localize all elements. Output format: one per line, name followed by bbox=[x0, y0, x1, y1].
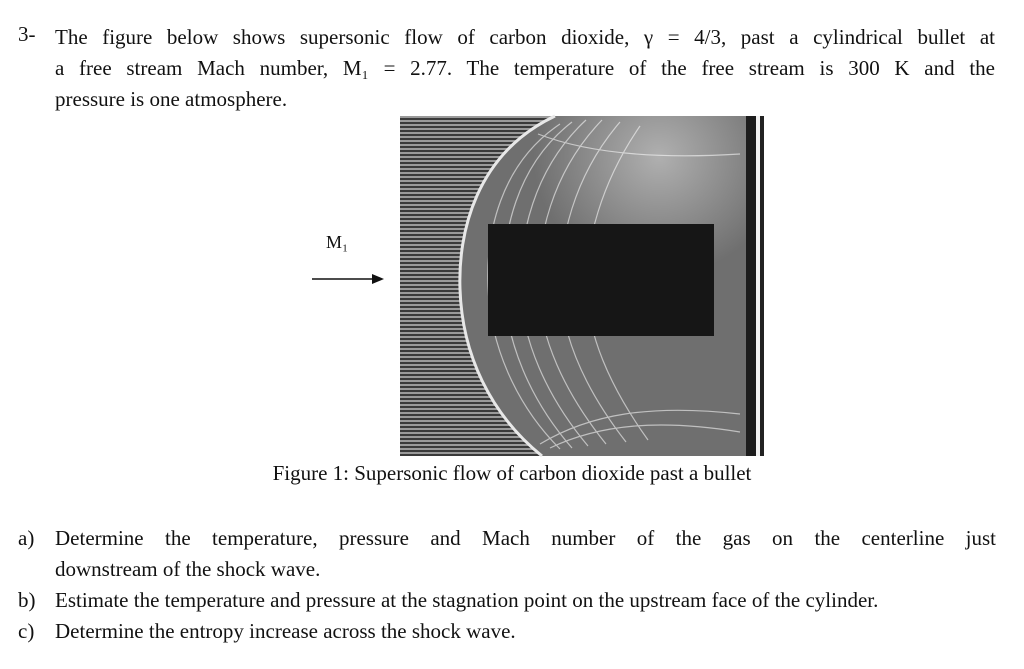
window-frame bbox=[746, 116, 756, 456]
question-letter: a) bbox=[18, 526, 35, 550]
question-c-line-1: Determine the entropy increase across the shock wave. bbox=[55, 619, 516, 643]
problem-number: 3- bbox=[18, 22, 36, 46]
question-a-line-1: Determine the temperature, pressure and Mach number of the gas on the centerline just bbox=[55, 526, 996, 550]
problem-line-3: pressure is one atmosphere. bbox=[55, 87, 288, 111]
shock-wave-figure bbox=[310, 114, 770, 459]
question-b bbox=[18, 585, 996, 616]
bullet-body bbox=[488, 224, 714, 336]
question-c bbox=[18, 616, 996, 647]
problem-line-2: a free stream Mach number, M₁ = 2.77. The temperature of the free stream is 300 K and the bbox=[55, 56, 995, 80]
figure-caption: Figure 1: Supersonic flow of carbon dioxide past a bullet bbox=[272, 461, 752, 485]
question-a bbox=[18, 523, 996, 585]
question-b-line-1: Estimate the temperature and pressure at the stagnation point on the upstream face of the cylinder. bbox=[55, 588, 879, 612]
frame-edge-dark bbox=[760, 116, 764, 456]
problem-statement bbox=[55, 22, 995, 115]
question-letter: b) bbox=[18, 588, 36, 612]
problem-line-1: The figure below shows supersonic flow of carbon dioxide, γ = 4/3, past a cylindrical bullet at bbox=[55, 25, 995, 49]
flow-arrow-head bbox=[372, 274, 384, 284]
frame-edge bbox=[756, 116, 760, 456]
mach-label: M₁ bbox=[326, 232, 349, 252]
question-a-line-2: downstream of the shock wave. bbox=[55, 557, 321, 581]
question-list bbox=[18, 523, 996, 647]
schlieren-image bbox=[310, 114, 770, 459]
question-letter: c) bbox=[18, 619, 35, 643]
